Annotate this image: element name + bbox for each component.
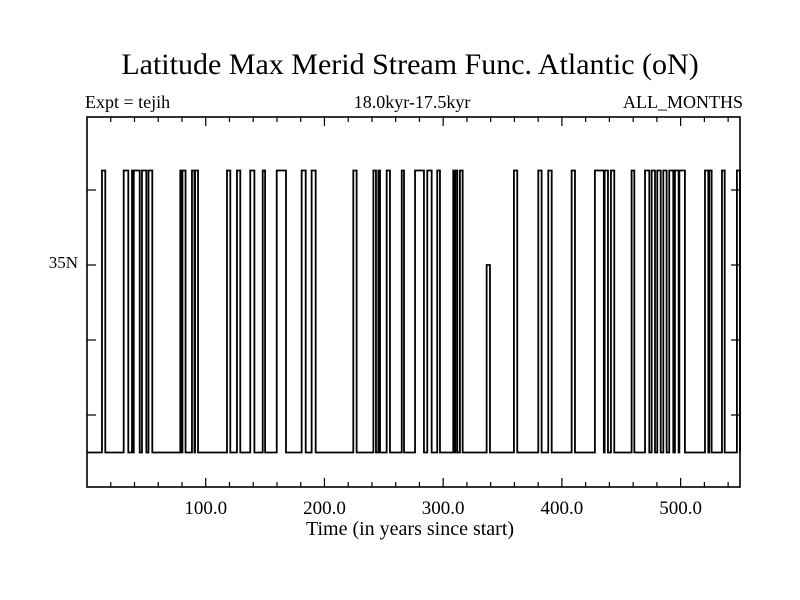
x-tick-label: 500.0 — [659, 498, 703, 519]
x-tick-label: 400.0 — [540, 498, 584, 519]
timeseries-line — [87, 171, 740, 453]
period-label: 18.0kyr-17.5kyr — [353, 92, 471, 112]
x-tick-label: 100.0 — [184, 498, 228, 519]
chart-title: Latitude Max Merid Stream Func. Atlantic (oN) — [121, 48, 699, 81]
y-axis-tick-label-35N: 35N — [48, 253, 78, 272]
x-tick-label: 200.0 — [303, 498, 346, 519]
months-label: ALL_MONTHS — [623, 92, 743, 112]
x-tick-label: 300.0 — [421, 498, 465, 519]
experiment-label: Expt = tejih — [85, 92, 171, 112]
x-axis-label: Time (in years since start) — [305, 518, 515, 540]
